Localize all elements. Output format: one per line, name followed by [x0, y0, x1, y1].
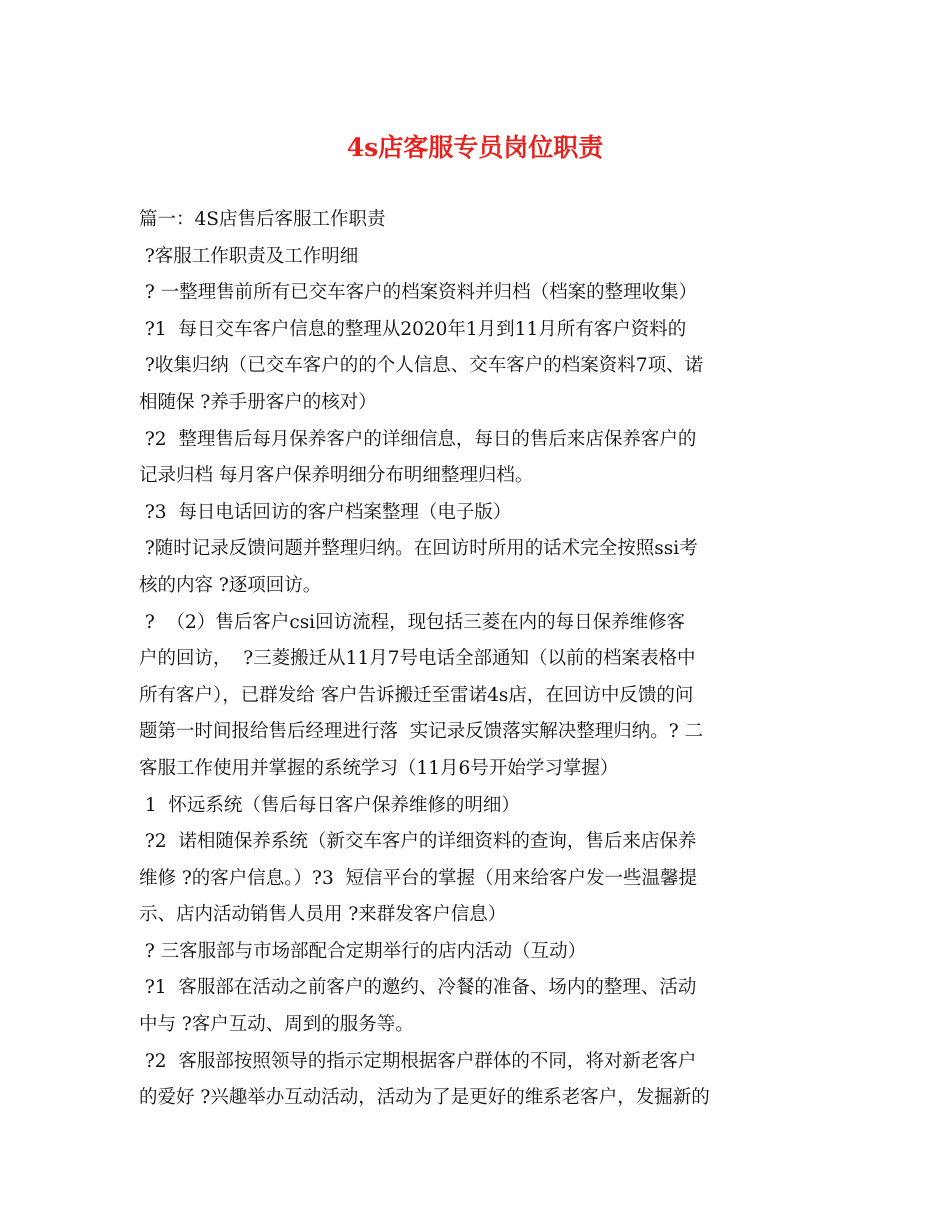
body-line: ?1 客服部在活动之前客户的邀约、冷餐的准备、场内的整理、活动 [139, 977, 697, 999]
body-line: 客服工作使用并掌握的系统学习（11月6号开始学习掌握） [139, 757, 619, 779]
body-line: ?2 客服部按照领导的指示定期根据客户群体的不同，将对新老客户 [139, 1050, 697, 1072]
document-title: 4s店客服专员岗位职责 [346, 133, 604, 162]
body-line: ?随时记录反馈问题并整理归纳。在回访时所用的话术完全按照ssi考 [139, 538, 698, 560]
body-line: 所有客户），已群发给 客户告诉搬迁至雷诺4s店，在回访中反馈的问 [139, 684, 694, 706]
body-line: ?2 诺相随保养系统（新交车客户的详细资料的查询，售后来店保养 [139, 831, 697, 853]
body-line: 1 怀远系统（售后每日客户保养维修的明细） [139, 794, 520, 816]
body-line: 中与 ?客户互动、周到的服务等。 [139, 1014, 414, 1036]
body-line: 题第一时间报给售后经理进行落 实记录反馈落实解决整理归纳。? 二 [139, 721, 704, 743]
body-line: ? 一整理售前所有已交车客户的档案资料并归档（档案的整理收集） [139, 282, 698, 304]
body-line: ?客服工作职责及工作明细 [139, 245, 359, 267]
body-line: 相随保 ?养手册客户的核对） [139, 391, 377, 413]
body-line: ?1 每日交车客户信息的整理从2020年1月到11月所有客户资料的 [139, 318, 687, 340]
body-line: 记录归档 每月客户保养明细分布明细整理归档。 [139, 465, 534, 487]
body-line: 核的内容 ?逐项回访。 [139, 574, 322, 596]
body-line: 维修 ?的客户信息。）?3 短信平台的掌握（用来给客户发一些温馨提 [139, 867, 698, 889]
body-line: ? （2）售后客户csi回访流程，现包括三菱在内的每日保养维修客 [139, 611, 686, 633]
body-line: 示、店内活动销售人员用 ?来群发客户信息） [139, 904, 507, 926]
body-line: ?2 整理售后每月保养客户的详细信息，每日的售后来店保养客户的 [139, 428, 697, 450]
body-line: 户的回访， ?三菱搬迁从11月7号电话全部通知（以前的档案表格中 [139, 648, 696, 670]
body-line: ? 三客服部与市场部配合定期举行的店内活动（互动） [139, 940, 587, 962]
body-line: ?3 每日电话回访的客户档案整理（电子版） [139, 501, 512, 523]
document-body [139, 202, 819, 1117]
body-line: ?收集归纳（已交车客户的的个人信息、交车客户的档案资料7项、诺 [139, 355, 704, 377]
body-line: 篇一：4S店售后客服工作职责 [139, 209, 386, 230]
body-line: 的爱好 ?兴趣举办互动活动，活动为了是更好的维系老客户，发掘新的 [139, 1087, 710, 1109]
